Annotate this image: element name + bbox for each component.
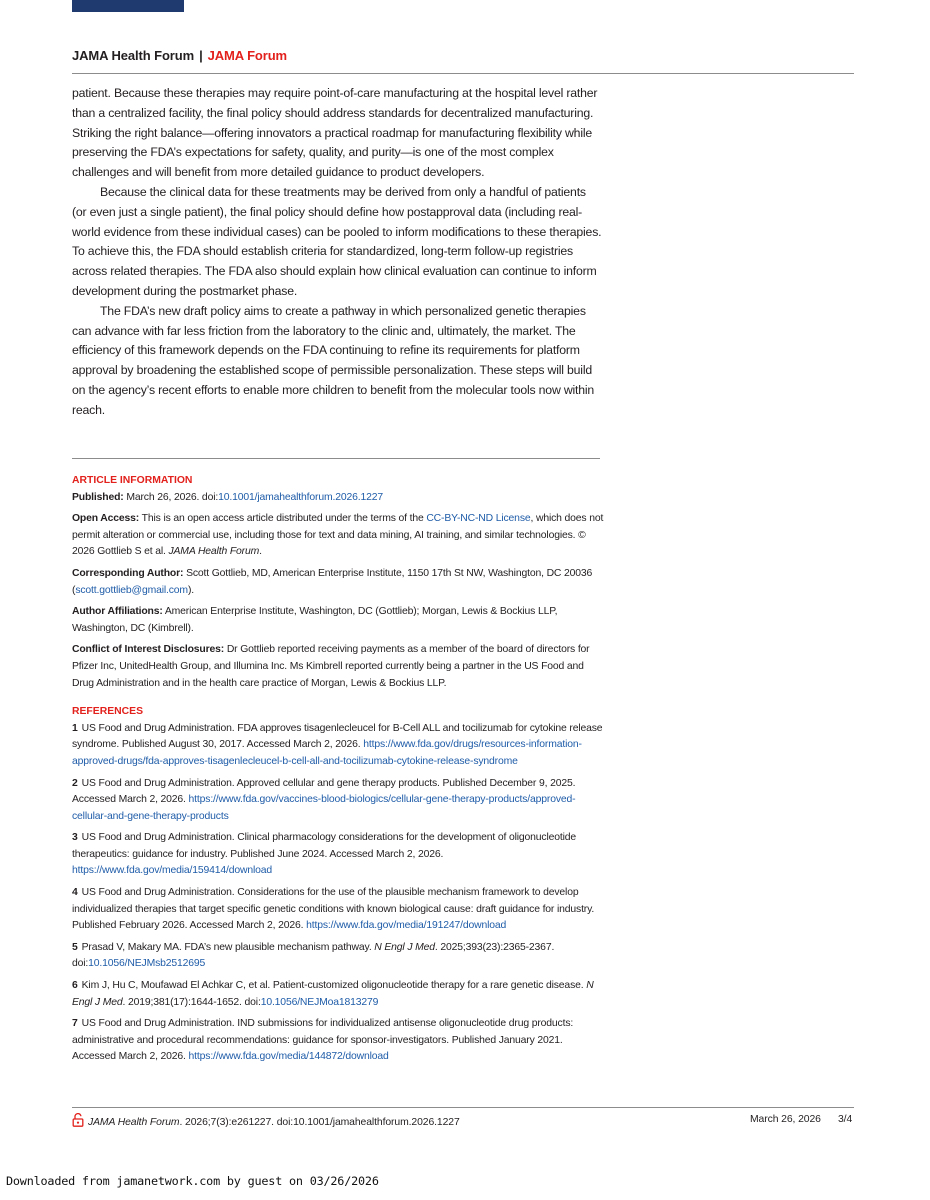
running-header (72, 48, 287, 63)
body-paragraph: patient. Because these therapies may require point-of-care manufacturing at the hospital level rather than a centralized facility, the final policy should address standards for decentralized manufacturing. Striking the right balance—offering innovators a practical roadmap for manufacturing flexibility while preserving the FDA’s expectations for safety, quality, and purity—is one of the most complex challenges and will benefit from more detailed guidance to product developers. (72, 86, 598, 180)
page-footer (72, 1113, 854, 1130)
reference-link[interactable]: https://www.fda.gov/vaccines-blood-biologics/cellular-gene-therapy-products/approved-cellular-and-gene-therapy-products (72, 794, 576, 822)
reference-number: 1 (72, 722, 78, 734)
reference-number: 5 (72, 941, 78, 953)
email-link[interactable]: scott.gottlieb@gmail.com (75, 584, 188, 596)
affiliations-label: Author Affiliations: (72, 606, 163, 618)
article-information (72, 473, 604, 1071)
reference-link[interactable]: 10.1056/NEJMsb2512695 (88, 958, 206, 970)
conflict-text: Dr Gottlieb reported receiving payments as a member of the board of directors for Pfizer Inc, UnitedHealth Group, and Illumina Inc. Ms Kimbrell reported currently being a partner in the US Food and Drug Administration and in the health care practice of Morgan, Lewis & Bockius LLP. (72, 644, 590, 689)
reference-text: US Food and Drug Administration. FDA approves tisagenlecleucel for B-Cell ALL and tocilizumab for cytokine release syndrome. Published August 30, 2017. Accessed March 2, 2026. (72, 722, 603, 751)
published-text: March 26, 2026. doi: (123, 491, 219, 503)
reference-item (72, 776, 604, 826)
open-access-text: , which does not permit alteration or commercial use, including those for text and data mining, AI training, and similar technologies. © 2026 Gottlieb S et al. (72, 513, 604, 558)
reference-item (72, 940, 604, 973)
published-label: Published: (72, 491, 124, 503)
reference-link[interactable]: https://www.fda.gov/drugs/resources-information-approved-drugs/fda-approves-tisagenlecleucel-b-cell-all-and-tocilizumab-cytokine-release-syndrome (72, 739, 582, 767)
reference-item (72, 830, 604, 880)
conflict-info (72, 642, 604, 692)
footer-date: March 26, 2026 (750, 1114, 821, 1125)
references-heading: REFERENCES (72, 706, 144, 718)
reference-item (72, 1016, 604, 1066)
reference-text: US Food and Drug Administration. IND submissions for individualized antisense oligonucleotide drug products: administrative and procedural recommendations: guidance for sponsor-investigators. Published January 2021. Accessed March 2, 2026. (72, 1018, 574, 1063)
footer-journal: JAMA Health Forum (88, 1117, 180, 1128)
footer-rule (72, 1107, 854, 1108)
reference-journal: N Engl J Med (374, 941, 435, 953)
article-info-rule (72, 458, 600, 459)
header-separator: | (199, 48, 203, 63)
reference-item (72, 978, 604, 1011)
footer-citation: . 2026;7(3):e261227. doi:10.1001/jamahealthforum.2026.1227 (179, 1117, 460, 1128)
doi-link[interactable]: 10.1001/jamahealthforum.2026.1227 (218, 491, 383, 503)
reference-item (72, 885, 604, 935)
corresponding-text: ). (187, 584, 195, 596)
open-access-text: This is an open access article distributed under the terms of the (139, 513, 427, 525)
reference-number: 2 (72, 777, 78, 789)
reference-link[interactable]: https://www.fda.gov/media/159414/download (72, 865, 273, 877)
conflict-label: Conflict of Interest Disclosures: (72, 644, 225, 656)
reference-text: Prasad V, Makary MA. FDA’s new plausible mechanism pathway. (81, 941, 375, 953)
article-info-heading: ARTICLE INFORMATION (72, 475, 193, 486)
reference-text: . 2019;381(17):1644-1652. doi: (122, 996, 261, 1008)
header-rule (72, 73, 854, 74)
reference-link[interactable]: 10.1056/NEJMoa1813279 (260, 996, 379, 1008)
open-access-info (72, 511, 604, 561)
affiliations-info (72, 604, 604, 637)
open-access-label: Open Access: (72, 513, 140, 525)
journal-name: JAMA Health Forum (72, 48, 195, 63)
reference-text: US Food and Drug Administration. Clinical pharmacology considerations for the development of oligonucleotide therapeutics: guidance for industry. Published June 2024. Accessed March 2, 2026. (72, 832, 577, 860)
body-paragraph: Because the clinical data for these treatments may be derived from only a handful of patients (or even just a single patient), the final policy should define how postapproval data (including real-world evidence from these individual cases) can be pooled to inform modifications to these therapies. To achieve this, the FDA should establish criteria for standardized, long-term follow-up registries across related therapies. The FDA also should explain how clinical evaluation can continue to inform development during the postmarket phase. (72, 184, 602, 298)
reference-number: 4 (72, 887, 78, 899)
body-paragraph: The FDA’s new draft policy aims to create a pathway in which personalized genetic therapies can advance with far less friction from the laboratory to the clinic and, ultimately, the market. The efficiency of this framework depends on the FDA continuing to refine its requirements for platform approval by broadening the established scope of permissible personalization. These steps will build on the agency’s recent efforts to enable more children to benefit from the molecular tools now within reach. (72, 303, 595, 417)
reference-item (72, 721, 604, 771)
page-number: 3/4 (838, 1114, 853, 1125)
corresponding-text: Scott Gottlieb, MD, American Enterprise Institute, 1150 17th St NW, Washington, DC 20036 ( (72, 567, 593, 596)
section-name: JAMA Forum (207, 48, 288, 63)
open-access-text: . (259, 546, 262, 558)
reference-number: 3 (72, 832, 78, 844)
reference-text: Kim J, Hu C, Moufawad El Achkar C, et al. Patient-customized oligonucleotide therapy for a rare genetic disease. (81, 980, 587, 992)
reference-text: US Food and Drug Administration. Considerations for the use of the plausible mechanism framework to develop individualized therapies that target specific genetic conditions with known biological cause: draft guidance for industry. Published February 2026. Accessed March 2, 2026. (72, 887, 595, 932)
download-notice: Downloaded from jamanetwork.com by guest on 03/26/2026 (6, 1174, 379, 1188)
affiliations-text: American Enterprise Institute, Washington, DC (Gottlieb); Morgan, Lewis & Bockius LLP, Washington, DC (Kimbrell). (72, 606, 558, 634)
corresponding-author-info (72, 566, 604, 599)
license-link[interactable]: CC-BY-NC-ND License (426, 513, 531, 525)
reference-number: 6 (72, 980, 78, 992)
open-access-lock-icon (72, 1113, 84, 1127)
reference-link[interactable]: https://www.fda.gov/media/144872/download (188, 1051, 389, 1063)
reference-text: . 2025;393(23):2365-2367. doi: (72, 941, 555, 970)
journal-italic: JAMA Health Forum (168, 546, 260, 558)
article-body (72, 84, 602, 421)
reference-journal: N Engl J Med (72, 980, 594, 1008)
journal-color-bar (72, 0, 184, 12)
reference-link[interactable]: https://www.fda.gov/media/191247/download (306, 920, 507, 932)
reference-text: US Food and Drug Administration. Approved cellular and gene therapy products. Published December 9, 2025. Accessed March 2, 2026. (72, 777, 576, 806)
corresponding-label: Corresponding Author: (72, 567, 184, 579)
reference-number: 7 (72, 1018, 78, 1030)
published-info (72, 490, 604, 507)
